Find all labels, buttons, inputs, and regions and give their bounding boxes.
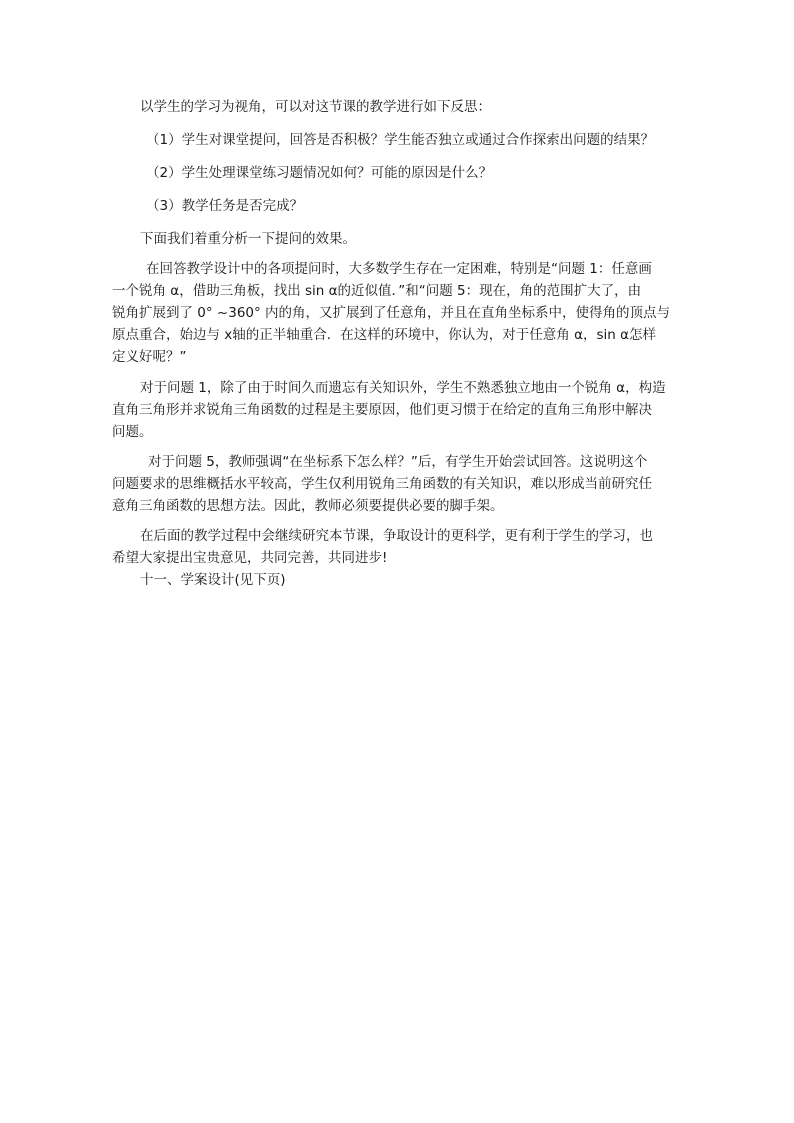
reflection-item-text: （1）学生对课堂提问，回答是否积极？学生能否独立或通过合作探索出问题的结果？ [146,132,655,148]
intro-paragraph [112,96,682,118]
paragraph-line: 一个锐角 α，借助三角板，找出 sin α的近似值．”和“问题 5：现在，角的范围扩大了，由 [112,283,642,299]
paragraph-line: 直角三角形并求锐角三角函数的过程是主要原因，他们更习惯于在给定的直角三角形中解决 [112,402,652,418]
section-heading [112,569,682,591]
paragraph-line: 希望大家提出宝贵意见，共同完善，共同进步! [112,550,388,566]
focus-paragraph [112,228,682,250]
reflection-item-1 [112,129,682,151]
future-paragraph [112,525,682,569]
difficulty-paragraph [112,258,682,368]
paragraph-line: 对于问题 1，除了由于时间久而遗忘有关知识外，学生不熟悉独立地由一个锐角 α，构造 [140,380,666,396]
paragraph-line: 在后面的教学过程中会继续研究本节课，争取设计的更科学，更有利于学生的学习，也 [140,528,653,544]
paragraph-line: 定义好呢？” [112,349,187,365]
reflection-item-text: （3）教学任务是否完成？ [146,198,304,214]
reflection-item-2 [112,162,682,184]
paragraph-line: 对于问题 5，教师强调“在坐标系下怎么样？”后，有学生开始尝试回答。这说明这个 [148,454,648,470]
paragraph-line: 问题要求的思维概括水平较高，学生仅利用锐角三角函数的有关知识，难以形成当前研究任 [112,476,652,492]
question5-paragraph [112,451,682,517]
paragraph-line: 锐角扩展到了 0° ~360° 内的角，又扩展到了任意角，并且在直角坐标系中，使得角的顶点与 [112,305,671,321]
section-heading-text: 十一、学案设计(见下页) [140,572,286,588]
reflection-item-text: （2）学生处理课堂练习题情况如何？可能的原因是什么？ [146,165,493,181]
reflection-item-3 [112,195,682,217]
paragraph-line: 意角三角函数的思想方法。因此，教师必须要提供必要的脚手架。 [112,498,504,514]
paragraph-line: 原点重合，始边与 x轴的正半轴重合．在这样的环境中，你认为，对于任意角 α，sin α怎样 [112,327,657,343]
paragraph-line: 问题。 [112,424,153,440]
paragraph-line: 在回答教学设计中的各项提问时，大多数学生存在一定困难，特别是“问题 1：任意画 [146,261,652,277]
intro-line: 以学生的学习为视角，可以对这节课的教学进行如下反思： [140,99,491,115]
focus-line: 下面我们着重分析一下提问的效果。 [140,231,356,247]
question1-paragraph [112,377,682,443]
